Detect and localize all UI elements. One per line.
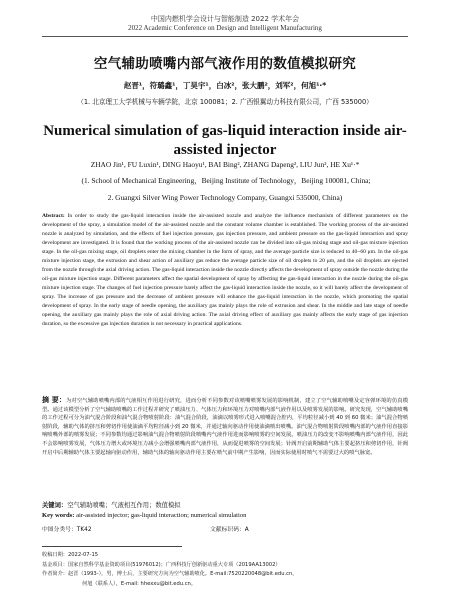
keywords-en-text: air-assisted injector; gas-liquid interaction; numerical simulation (76, 512, 247, 519)
abstract-cn-label: 摘 要： (42, 396, 66, 404)
abstract-cn-text: 为对空气辅助喷嘴内部的气液相互作用进行研究，进而分析不同参数对该喷嘴喷雾发展的影响机制，建立了空气辅助喷嘴及定容弹环境的仿真模型。通过该模型分析了空气辅助喷嘴的工作过程并研究了喷油压力、气体压力和环境压力对喷嘴内部气液作用以及喷雾发展的影响。研究发现，空气辅助喷嘴的工作过程可分为油气混合阶段和油气混合物喷射阶段：油气混合阶段，油滴以喷雾形式进入喷嘴混合腔内，平均粒径减小到 40 到 60 微米；油气混合物喷射阶段，辅助气体的挤压和剪切作用使油滴平均粒径减小到 20 微米，并通过轴向驱动作用使油滴喷出喷嘴。油气混合物喷射阶段喷嘴内部的气液作用直接影响喷嘴外部的喷雾发展；不同参数均通过影响油气混合物喷射阶段喷嘴内气液作用进而影响喷雾的空间发展。喷油压力的改变不影响喷嘴内部气液作用，因此不会影响喷雾发展，气体压力增大或环境压力减小会增强喷嘴内部气液作用，从而促进喷雾的空间发展；针阀开启前期辅助气体主要起挤压和剪切作用，针阀开启中后期辅助气体主要起轴向驱动作用，辅助气体的轴向驱动作用主要在喷气前中期产生影响，因而实际使用时喷气不需要过大的喷气脉宽。 (42, 398, 409, 456)
abstract-cn (42, 396, 408, 457)
keywords-en-label: Key words: (42, 512, 75, 519)
affiliation-cn: （1. 北京理工大学机械与车辆学院，北京 100081；2. 广西银翼动力科技有限公司，广西 535000） (77, 98, 373, 106)
abstract-en-label: Abstract: (42, 213, 65, 219)
abstract-en-text: In order to study the gas-liquid interaction inside the air-assisted nozzle and analyze the influence mechanism of different parameters on the development of the spray, a simulation model of the air-assisted nozzle and the constant volume chamber is established. The working process of the air-assisted nozzle is analyzed by simulation, and the effects of fuel injection pressure, gas injection pressure, and ambient pressure on the gas-liquid interaction and spray development are investigated. It is found that the working process of the air-assisted nozzle can be divided into oil-gas mixing stage and oil-gas mixture injection stage. In the oil-gas mixing stage, oil droplets enter the mixing chamber in the form of spray, and the average particle size is reduced to 40~60 μm. In the oil-gas mixture injection stage, the extrusion and shear action of auxiliary gas reduce the average particle size of oil droplets to 20 μm, and the oil droplets are ejected from the nozzle through the axial driving action. The gas-liquid interaction inside the nozzle directly affects the development of spray outside the nozzle during the oil-gas mixture injection stage. Different parameters affect the spatial development of spray by affecting the gas-liquid interaction in the nozzle during the oil-gas mixture injection stage. The changes of fuel injection pressure barely affect the gas-liquid interaction inside the nozzle, so it will barely affect the development of spray. The increase of gas pressure and the decrease of ambient pressure will enhance the gas-liquid interaction in the nozzle, which promoting the spatial development of spray. In the early stage of needle opening, the auxiliary gas mainly plays the role of extrusion and shear. In the middle and late stage of needle opening, the auxiliary gas mainly plays the role of axial driving action. The axial driving effect of auxiliary gas mainly affects the early stage of gas injection duration, so the excessive gas injection duration is not necessary in practical applications. (42, 213, 408, 327)
keywords-cn-text: 空气辅助喷嘴；气液相互作用；数值模拟 (67, 502, 181, 509)
doc-value: A (244, 527, 249, 533)
footnote-rule (42, 546, 182, 547)
affiliation-en-1: (1. School of Mechanical Engineering，Beijing Institute of Technology，Beijing 100081, China; (81, 176, 371, 185)
clc-value: TK42 (76, 527, 92, 533)
title-cn: 空气辅助喷嘴内部气液作用的数值模拟研究 (93, 56, 357, 72)
keywords-cn-label: 关键词： (42, 502, 68, 509)
footnote-received: 收稿日期：2022-07-15 (42, 552, 99, 558)
affiliation-en-2: 2. Guangxi Silver Wing Power Technology Company, Guangxi 535000, China) (107, 193, 343, 202)
footnote-author: 作者简介：赵晋（1993-），男，博士后，主要研究方向为空气辅助喷化。E-mail:7520220048@bit.edu.cn。 (42, 571, 298, 578)
classification-row (42, 524, 408, 533)
authors-en: ZHAO Jin¹, FU Luxin¹, DING Haoyu¹, BAI Bing², ZHANG Dapeng², LIU Jun², HE Xu¹·* (90, 160, 360, 169)
clc-label: 中图分类号： (42, 527, 77, 533)
keywords-cn (42, 500, 408, 509)
title-en: Numerical simulation of gas-liquid interaction inside air-assisted injector (43, 123, 407, 158)
doc-code (210, 524, 249, 533)
authors-cn: 赵晋¹，符璐鑫¹，丁昊宇¹，白冰²，张大鹏²，刘军²，何旭¹·* (123, 81, 327, 90)
footnote-corresponding: 何旭（联系人），E-mail: hhexxu@bit.edu.cn。 (82, 580, 197, 587)
keywords-en (42, 512, 408, 519)
abstract-en (42, 212, 408, 329)
footnotes (42, 551, 408, 589)
running-head-cn: 中国内燃机学会设计与智能制造 2022 学术年会 (150, 15, 300, 23)
running-head-en: 2022 Academic Conference on Design and Intelligent Manufacturing (128, 24, 322, 32)
header-rule (42, 36, 408, 37)
footnote-funding: 基金项目：国家自然科学基金资助项目(51976012)；广西科技厅创新驱动重大专项（2019AA13002） (42, 561, 281, 568)
doc-label: 文献标识码： (210, 527, 245, 533)
